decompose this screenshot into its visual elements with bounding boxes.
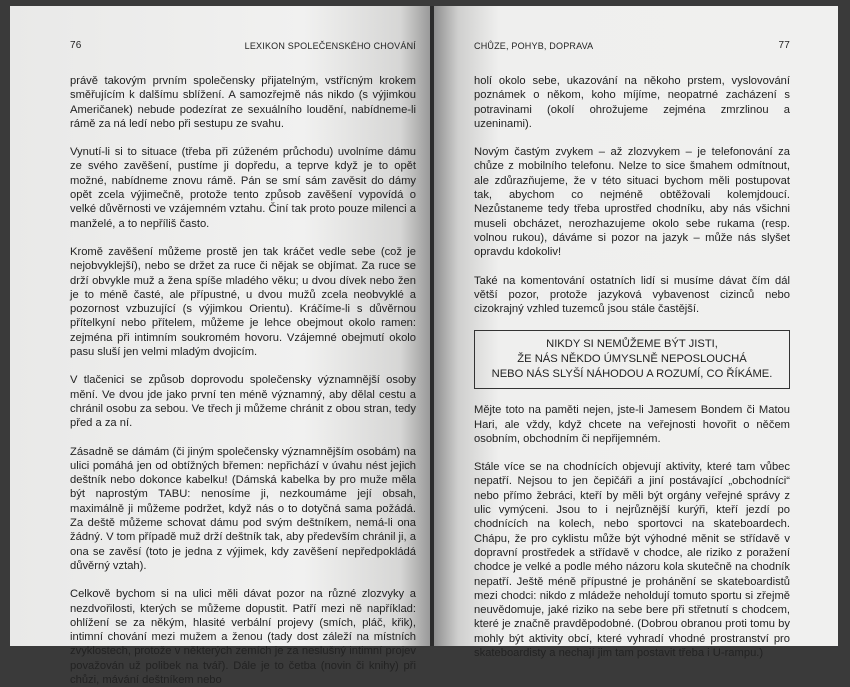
left-paragraph-2: Vynutí-li si to situace (třeba při zúženém průchodu) uvolníme dámu ze svého zavěšení, pustíme ji dopředu, a teprve když je to opět možné, nabídneme znovu rámě. Pán se smí sám zavěsit do dámy opět zcela výjimečně, protože tento způsob zavěšení vypovídá o velké důvěrnosti ve vzájemném vztahu. Činí tak proto pouze milenci a manželé, a to nepříliš často.	[70, 146, 416, 230]
right-paragraph-2: Novým častým zvykem – až zlozvykem – je telefonování za chůze z mobilního telefonu. Nelze to sice šmahem odmítnout, ale zdůrazňujeme, že v této situaci bychom měli postupovat tak, abychom co nejméně obtěžovali kolemjdoucí. Nezůstaneme tedy třeba uprostřed chodníku, aby nás všichni museli obcházet, nerozhazujeme okolo sebe rukama (resp. volnou rukou), dáváme si pozor na jazyk – může nás slyšet opravdu kdokoliv!	[474, 146, 790, 259]
notice-line-1: NIKDY SI NEMŮŽEME BÝT JISTI,	[546, 338, 718, 351]
left-paragraph-1: právě takovým prvním společensky přijatelným, vstřícným krokem směřujícím k dalšímu sblížení. A samozřejmě nás nikdo (s výjimkou Američanek) nebude podezírat ze sexuálního loudění, nabídneme-li rámě za ná ledí nebo při sestupu ze svahu.	[70, 75, 416, 130]
left-page	[10, 6, 430, 686]
open-book	[10, 6, 838, 686]
left-running-header	[70, 40, 416, 58]
left-page-number: 76	[70, 40, 82, 51]
notice-box	[474, 330, 790, 389]
right-header-title: CHŮZE, POHYB, DOPRAVA	[474, 41, 594, 51]
notice-line-3: NEBO NÁS SLYŠÍ NÁHODOU A ROZUMÍ, CO ŘÍKÁME.	[491, 367, 773, 380]
right-paragraph-1: holí okolo sebe, ukazování na někoho prstem, vyslovování poznámek o někom, koho míjíme, neopatrné zacházení s potravinami (okolí ohrožujeme zejména zmrzlinou a uzeninami).	[474, 75, 790, 130]
notice-line-2: ŽE NÁS NĚKDO ÚMYSLNĚ NEPOSLOUCHÁ	[517, 353, 747, 366]
right-page-number: 77	[778, 40, 790, 51]
right-paragraph-5: Stále více se na chodnících objevují aktivity, které tam vůbec nepatří. Nejsou to jen čepičáři a jiní postávající „obchodníci“ nebo přímo žebráci, kteří by měli být orgány veřejné správy z ulic vymýceni. Jsou to i nejrůznější kurýři, kteří jezdí po chodnících na kolech, nebo sportovci na skateboardech. Chápu, že pro cyklistu může být výhodné měnit se střídavě v dopravní prostředek a střídavě v chodce, ale riziko z poražení chodce je velké a podle mého názoru kola skutečně na chodník nepatří. Ještě méně přípustné je prohánění se skateboardistů mezi chodci: nikdo z mládeže neholdují tomuto sportu si zřejmě neuvědomuje, jaké riziko na sebe bere při střetnutí s chodcem, které je značně pravděpodobné. (Dobrou obranou proti tomu by mohly být aktivity obcí, které vyhradí vhodné prostranství pro skateboardisty a nechají jim tam postavit třeba i U-rampu.)	[474, 461, 790, 659]
left-paragraph-6: Celkově bychom si na ulici měli dávat pozor na různé zlozvyky a nezdvořilosti, kterých se můžeme dopustit. Patří mezi ně například: ohlížení se za někým, hlasité verbální projevy (smích, pláč, křik), intimní chování mezi mužem a ženou (tady dost záleží na místních zvyklostech, protože v některých zemích je za neslušný intimní projev považován už polibek na tvář). Dále je to četba (novin či knihy) při chůzi, mávání deštníkem nebo	[70, 588, 416, 686]
right-paragraph-3: Také na komentování ostatních lidí si musíme dávat čím dál větší pozor, protože jazyková vybavenost cizinců nebo cizokrajný vzhled tuzemců jsou stále častější.	[474, 274, 790, 316]
left-paragraph-5: Zásadně se dámám (či jiným společensky významnějším osobám) na ulici pomáhá jen od obtížných břemen: nepřichází v úvahu nést jejich deštník nebo dokonce kabelku! (Dámská kabelka by pro muže měla být naprostým TABU: nenosíme ji, nezkoumáme její obsah, maximálně ji můžeme podržet, když nás o to dotyčná sama požádá. Za deště můžeme schovat dámu pod svým deštníkem, nemá-li ona žádný. V tom případě muž drží deštník tak, aby především chránil ji, a ona se zavěsí (toto je jedna z výjimek, kdy zavěšení nepředpokládá důvěrný vztah).	[70, 445, 416, 572]
left-paragraph-4: V tlačenici se způsob doprovodu společensky významnější osoby mění. Ve dvou jde jako první ten méně významný, aby dělal cestu a chránil osobu za sebou. Ve třech ji můžeme chránit z obou stran, tedy před a za ní.	[70, 374, 416, 430]
right-running-header	[474, 40, 790, 58]
right-paragraph-4: Mějte toto na paměti nejen, jste-li Jamesem Bondem či Matou Hari, ale vždy, když chcete na veřejnosti hovořit o něčem osobním, obchodním či nepřijemném.	[474, 404, 790, 445]
right-page	[434, 6, 838, 659]
left-header-title: LEXIKON SPOLEČENSKÉHO CHOVÁNÍ	[244, 41, 416, 51]
left-paragraph-3: Kromě zavěšení můžeme prostě jen tak kráčet vedle sebe (což je nejobvyklejší), nebo se držet za ruce či nějak se objímat. Za ruce se drží obvykle muž a žena spíše mladého věku; u dvou dívek nebo žen je to méně časté, ale přípustné, u dvou mužů zcela neobvyklé a pozornost vzbuzující (s výjimkou Orientu). Kráčíme-li s důvěrnou přítelkyní nebo přítelem, můžeme je lehce obejmout okolo ramen: zejména při intimním soukromém hovoru. Vzájemné obejmutí okolo pasu sluší jen velmi mladým dvojicím.	[70, 245, 416, 359]
